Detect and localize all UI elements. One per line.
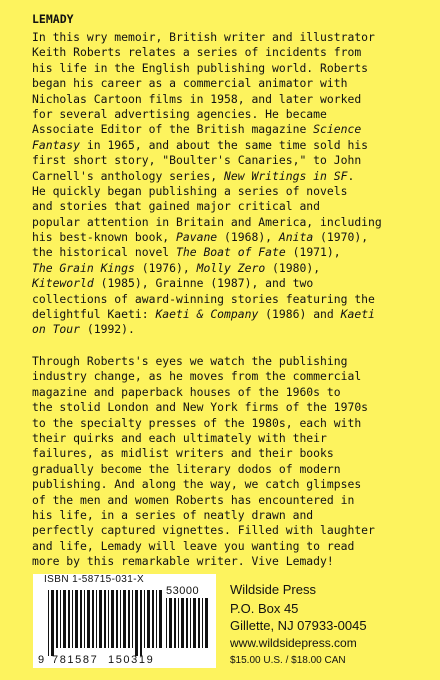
text-line (32, 61, 432, 76)
publisher-name: Wildside Press (230, 582, 316, 597)
italic-title: Kaeti & Company (155, 307, 259, 322)
barcode-bar (205, 598, 208, 648)
ean-first-digit: 9 (38, 654, 45, 666)
text-line (32, 292, 432, 307)
barcode-icon (48, 590, 164, 656)
barcode-bar (92, 590, 94, 648)
text-line (32, 215, 432, 230)
barcode-bar (84, 590, 85, 648)
barcode-bar (186, 598, 188, 648)
text-run: failures, as midlist writers and their books (32, 446, 334, 461)
text-run: (1970), (313, 230, 369, 245)
text-run: (1971), (285, 245, 341, 260)
barcode-bar (166, 598, 167, 648)
text-line (32, 230, 432, 245)
barcode-bar (48, 590, 49, 656)
addon-barcode-icon (166, 598, 212, 656)
text-line (32, 169, 432, 184)
text-line (32, 493, 432, 508)
description-paragraph-2 (32, 354, 432, 569)
ean-left-digits: 781587 (52, 654, 99, 666)
barcode-bar (144, 590, 145, 648)
barcode-bar (68, 590, 70, 648)
barcode-bar (80, 590, 82, 648)
barcode-bar (181, 598, 184, 648)
text-line (32, 385, 432, 400)
italic-title: Kaeti (340, 307, 375, 322)
barcode-bar (111, 590, 114, 648)
text-line (32, 122, 432, 137)
text-run: . (347, 168, 355, 183)
price-label: $15.00 U.S. / $18.00 CAN (230, 655, 346, 666)
barcode-bar (116, 590, 118, 648)
text-line (32, 554, 432, 569)
italic-title: The Boat of Fate (176, 245, 286, 260)
text-run: gradually become the literary dodos of modern (32, 461, 341, 476)
text-run: Through Roberts's eyes we watch the publishing (32, 354, 348, 368)
barcode-bar (202, 598, 203, 648)
text-run: He quickly began publishing a series of novels (32, 183, 348, 198)
text-line (32, 199, 432, 214)
barcode-bar (72, 590, 73, 648)
italic-title: New Writings in SF (224, 168, 348, 183)
text-line (32, 508, 432, 523)
publisher-website[interactable]: www.wildsidepress.com (230, 636, 357, 650)
text-run: industry change, as he moves from the commercial (32, 369, 362, 384)
barcode-bar (147, 590, 150, 648)
italic-title: Science (313, 122, 362, 137)
text-run: first short story, "Boulter's Canaries," to John (32, 153, 362, 168)
barcode-bar (140, 590, 142, 656)
barcode-bar (123, 590, 126, 648)
text-run: for several advertising agencies. He became (32, 106, 327, 121)
text-run: (1980), (265, 260, 321, 275)
italic-title: Molly Zero (196, 260, 266, 275)
book-title: LEMADY (32, 12, 74, 26)
text-line (32, 153, 432, 168)
text-run: more by this remarkable writer. Vive Lemady! (32, 554, 334, 569)
text-run: (1985), Grainne (1987), and two (93, 276, 314, 291)
text-run: (1976), (134, 260, 197, 275)
barcode-bar (104, 590, 106, 648)
text-line (32, 92, 432, 107)
barcode-bar (60, 590, 61, 648)
text-run: the historical novel (32, 245, 177, 260)
text-line (32, 184, 432, 199)
barcode-bar (96, 590, 97, 648)
text-run: publishing. And along the way, we catch glimpses (32, 477, 362, 492)
barcode-bar (120, 590, 121, 648)
text-run: collections of award-winning stories featuring the (32, 291, 375, 306)
text-line (32, 76, 432, 91)
publisher-address-2: Gillette, NJ 07933-0045 (230, 618, 367, 633)
barcode-bar (63, 590, 66, 648)
italic-title: Kiteworld (32, 276, 94, 291)
italic-title: on Tour (32, 322, 81, 337)
text-run: in 1965, and about the same time sold his (80, 137, 369, 152)
barcode-bar (169, 598, 172, 648)
text-run: (1968), (217, 230, 279, 245)
text-run: to the specialty presses of the 1980s, each with (32, 415, 362, 430)
text-line (32, 400, 432, 415)
text-line (32, 431, 432, 446)
barcode-bar (156, 590, 157, 648)
text-line (32, 107, 432, 122)
italic-title: Fantasy (32, 137, 81, 152)
barcode-bar (193, 598, 196, 648)
barcode-bar (75, 590, 78, 648)
price-code: 53000 (166, 585, 200, 597)
barcode-bar (56, 590, 58, 648)
text-line (32, 369, 432, 384)
text-run: his life, in a series of neatly drawn and (32, 507, 314, 522)
text-line (32, 477, 432, 492)
barcode-bar (128, 590, 130, 648)
barcode-bar (108, 590, 109, 648)
text-line (32, 276, 432, 291)
text-run: Associate Editor of the British magazine (32, 122, 314, 137)
publisher-address-1: P.O. Box 45 (230, 601, 299, 616)
barcode-bar (132, 590, 133, 648)
barcode-bar (135, 590, 138, 656)
text-run: (1992). (80, 322, 135, 337)
text-run: his best-known book, (32, 230, 177, 245)
text-line (32, 30, 432, 45)
text-run: and life, Lemady will leave you wanting to read (32, 538, 355, 553)
text-run: Nicholas Cartoon films in 1958, and later worked (32, 91, 362, 106)
text-line (32, 416, 432, 431)
text-run: (1986) and (258, 307, 341, 322)
text-line (32, 354, 432, 369)
text-run: their quirks and each ultimately with their (32, 430, 327, 445)
barcode-bar (99, 590, 102, 648)
ean-right-digits: 150319 (108, 654, 155, 666)
text-run: popular attention in Britain and America, including (32, 214, 382, 229)
text-run: the stolid London and New York firms of the 1970s (32, 400, 369, 415)
text-line (32, 261, 432, 276)
barcode-bar (51, 590, 54, 656)
text-line (32, 462, 432, 477)
barcode-bar (198, 598, 200, 648)
isbn-label: ISBN 1-58715-031-X (44, 574, 145, 585)
text-run: his life in the English publishing world. Roberts (32, 60, 369, 75)
barcode-bar (178, 598, 179, 648)
text-line (32, 307, 432, 322)
text-run: In this wry memoir, British writer and illustrator (32, 30, 375, 44)
text-run: magazine and paperback houses of the 1960s to (32, 384, 341, 399)
barcode-bar (152, 590, 154, 648)
text-line (32, 523, 432, 538)
text-line (32, 322, 432, 337)
text-line (32, 245, 432, 260)
text-run: delightful Kaeti: (32, 307, 156, 322)
text-line (32, 539, 432, 554)
text-line (32, 45, 432, 60)
text-run: and stories that gained major critical and (32, 199, 321, 214)
text-run: of the men and women Roberts has encountered in (32, 492, 355, 507)
text-run: Carnell's anthology series, (32, 168, 225, 183)
text-run: perfectly captured vignettes. Filled with laughter (32, 523, 375, 538)
italic-title: Pavane (176, 230, 218, 245)
description-paragraph-1 (32, 30, 432, 338)
barcode-bar (190, 598, 191, 648)
italic-title: The Grain Kings (32, 260, 135, 275)
text-line (32, 138, 432, 153)
text-run: Keith Roberts relates a series of incidents from (32, 45, 362, 60)
barcode-bar (87, 590, 90, 648)
text-line (32, 446, 432, 461)
text-run: began his career as a commercial animator with (32, 76, 348, 91)
italic-title: Anita (278, 230, 314, 245)
barcode-bar (159, 590, 162, 648)
barcode-bar (174, 598, 176, 648)
